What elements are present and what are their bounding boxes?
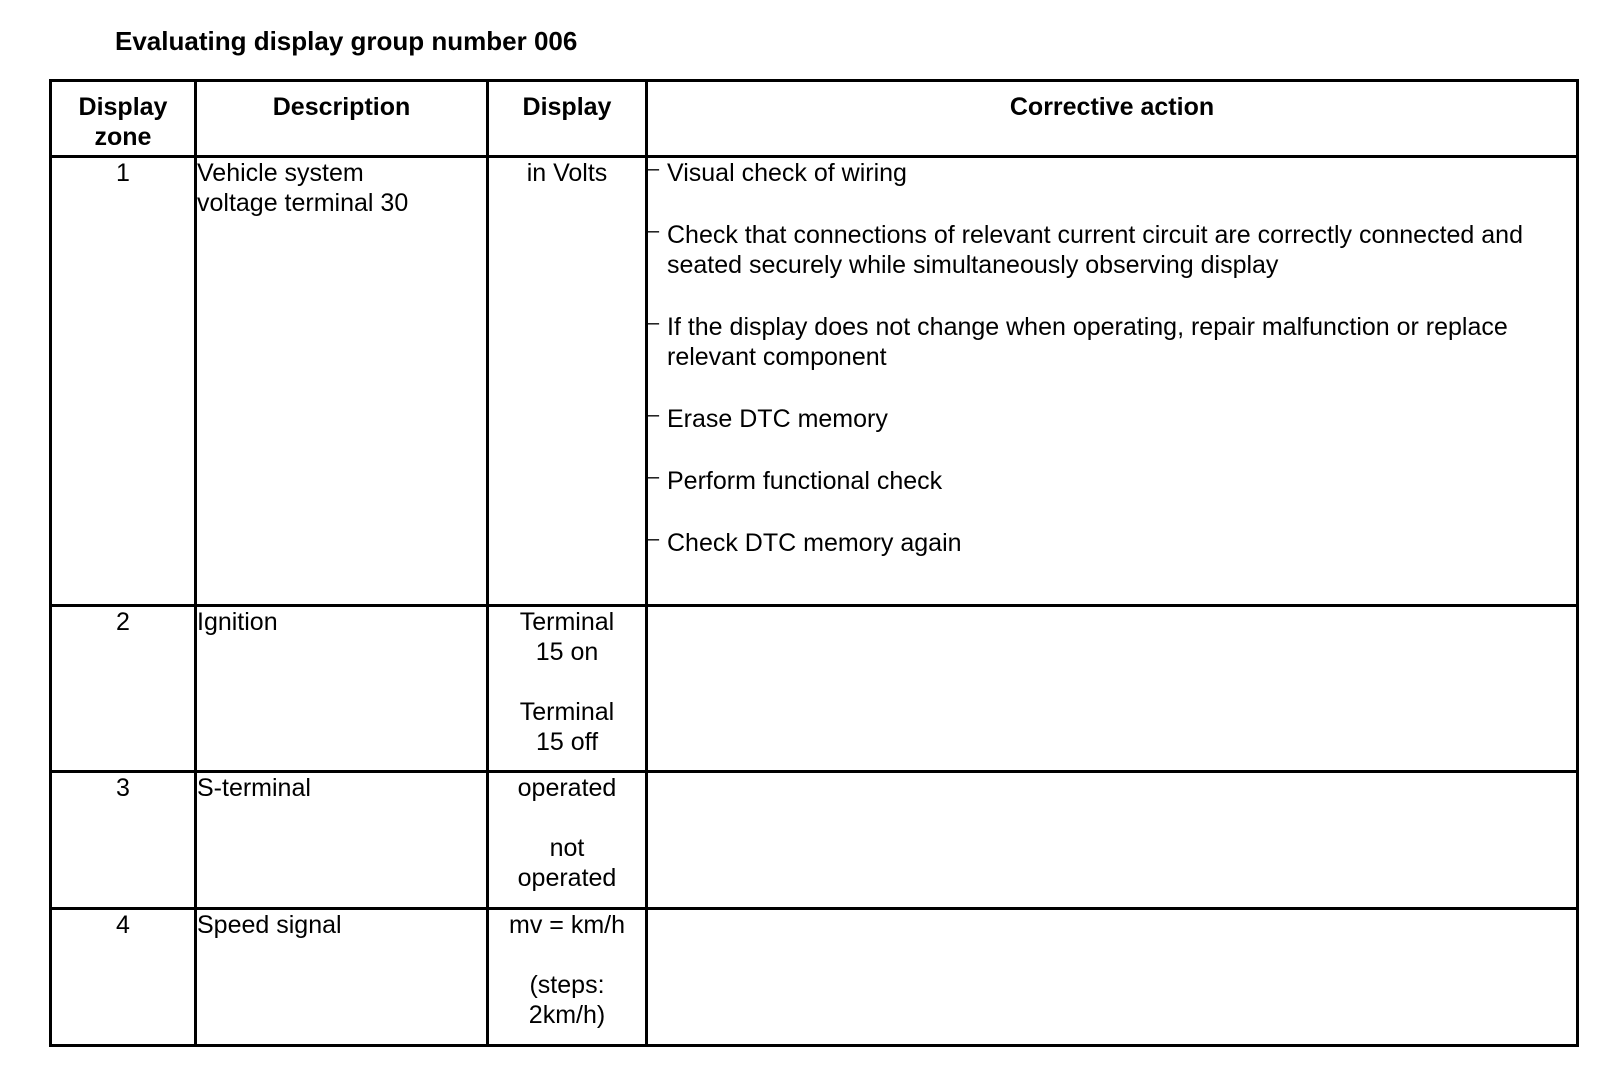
table-row: [51, 772, 1578, 909]
display-cell: [488, 157, 647, 606]
zone-cell: 3: [51, 772, 196, 909]
display-value: mv = km/h: [509, 911, 625, 939]
display-value: (steps:: [529, 971, 605, 999]
description-cell: S-terminal: [196, 772, 488, 909]
display-gap: [489, 940, 645, 970]
header-display: Display: [488, 81, 647, 157]
table-header-row: [51, 81, 1578, 157]
action-text: If the display does not change when operating, repair malfunction or replace relevant component: [667, 313, 1508, 371]
header-corrective-action: Corrective action: [647, 81, 1578, 157]
header-display-zone: [51, 81, 196, 157]
zone-cell: 4: [51, 909, 196, 1046]
corrective-action-cell: [647, 909, 1578, 1046]
action-item: [648, 312, 1576, 372]
table-row: [51, 606, 1578, 772]
action-item: [648, 220, 1576, 280]
page-title: Evaluating display group number 006: [115, 26, 578, 56]
display-cell: [488, 772, 647, 909]
action-item: [648, 404, 1576, 434]
display-gap: [489, 803, 645, 833]
display-value: not: [549, 834, 585, 862]
description-cell: Speed signal: [196, 909, 488, 1046]
dash-bullet-icon: –: [648, 220, 660, 242]
zone-cell: 1: [51, 157, 196, 606]
display-value: Terminal: [519, 698, 615, 726]
action-item: [648, 466, 1576, 496]
action-item: [648, 158, 1576, 188]
display-value: 2km/h): [528, 1001, 606, 1029]
display-value: 15 off: [535, 728, 599, 756]
corrective-action-cell: [647, 772, 1578, 909]
display-group-table: [49, 79, 1579, 1047]
action-text: Visual check of wiring: [667, 159, 907, 187]
display-value: in Volts: [526, 159, 608, 187]
header-zone-line1: Display: [78, 93, 168, 121]
dash-bullet-icon: –: [648, 528, 660, 550]
action-text: Check that connections of relevant current circuit are correctly connected and seated securely while simultaneously observing display: [667, 221, 1523, 279]
zone-cell: 2: [51, 606, 196, 772]
description-line: voltage terminal 30: [197, 189, 409, 217]
display-value: operated: [517, 864, 617, 892]
display-gap: [489, 667, 645, 697]
action-item: [648, 528, 1576, 558]
display-cell: [488, 606, 647, 772]
display-cell: [488, 909, 647, 1046]
dash-bullet-icon: –: [648, 158, 660, 180]
display-value: operated: [517, 774, 617, 802]
description-cell: Ignition: [196, 606, 488, 772]
action-text: Check DTC memory again: [667, 529, 962, 557]
dash-bullet-icon: –: [648, 312, 660, 334]
table-row: [51, 909, 1578, 1046]
table-row: [51, 157, 1578, 606]
corrective-action-cell: [647, 157, 1578, 606]
header-description: Description: [196, 81, 488, 157]
dash-bullet-icon: –: [648, 466, 660, 488]
action-text: Erase DTC memory: [667, 405, 888, 433]
display-value: Terminal: [519, 608, 615, 636]
description-cell: [196, 157, 488, 606]
description-line: Vehicle system: [197, 159, 364, 187]
display-value: 15 on: [535, 638, 599, 666]
header-zone-line2: zone: [94, 123, 152, 151]
action-text: Perform functional check: [667, 467, 943, 495]
dash-bullet-icon: –: [648, 404, 660, 426]
corrective-action-cell: [647, 606, 1578, 772]
